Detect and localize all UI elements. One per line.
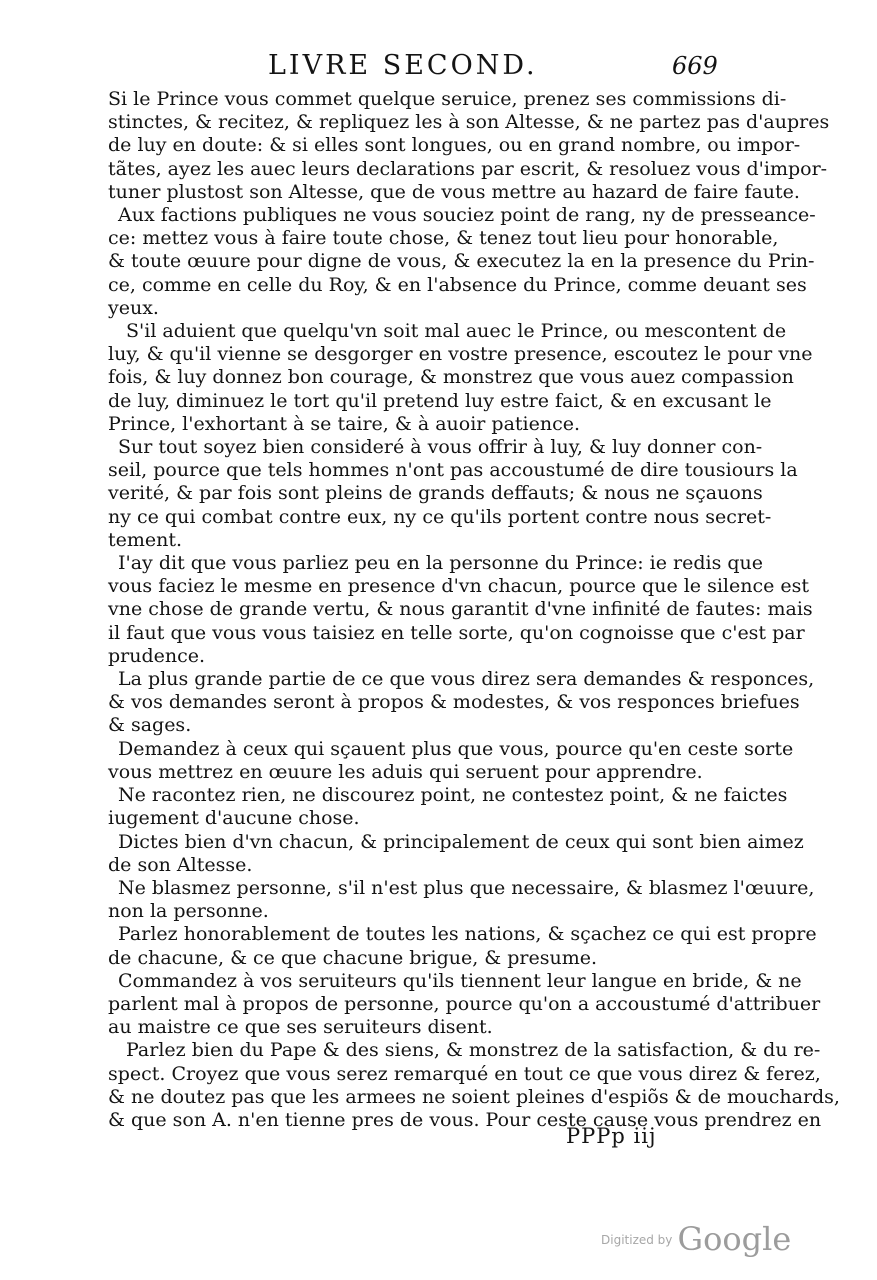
text-line: & ne doutez pas que les armees ne soient pleines d'espiõs & de mouchards,: [108, 1085, 840, 1108]
text-line: verité, & par fois sont pleins de grands deffauts; & nous ne sçauons: [108, 482, 763, 505]
body-text: [108, 88, 840, 1132]
google-logo: Google: [677, 1220, 792, 1258]
text-line: Ne racontez rien, ne discourez point, ne contestez point, & ne faictes: [118, 784, 788, 807]
text-line: I'ay dit que vous parliez peu en la personne du Prince: ie redis que: [118, 552, 764, 575]
text-line: Ne blasmez personne, s'il n'est plus que necessaire, & blasmez l'œuure,: [118, 876, 815, 899]
text-line: de luy, diminuez le tort qu'il pretend luy estre faict, & en excusant le: [108, 389, 772, 412]
text-line: Commandez à vos seruiteurs qu'ils tiennent leur langue en bride, & ne: [118, 969, 802, 992]
text-line: & que son A. n'en tienne pres de vous. Pour ceste cause vous prendrez en: [108, 1108, 822, 1131]
text-line: de son Altesse.: [108, 853, 253, 876]
text-line: & toute œuure pour digne de vous, & executez la en la presence du Prin-: [108, 250, 815, 273]
text-line: tuner plustost son Altesse, que de vous mettre au hazard de faire faute.: [108, 180, 800, 203]
text-line: ce: mettez vous à faire toute chose, & tenez tout lieu pour honorable,: [108, 227, 779, 250]
text-line: S'il aduient que quelqu'vn soit mal auec le Prince, ou mescontent de: [126, 320, 787, 343]
text-line: & sages.: [108, 714, 192, 737]
digitized-by-watermark: [601, 1220, 791, 1258]
text-line: de luy en doute: & si elles sont longues, ou en grand nombre, ou impor-: [108, 134, 801, 157]
text-line: vous faciez le mesme en presence d'vn chacun, pource que le silence est: [108, 575, 810, 598]
text-line: Si le Prince vous commet quelque seruice, prenez ses commissions di-: [108, 88, 787, 110]
text-line: spect. Croyez que vous serez remarqué en tout ce que vous direz & ferez,: [108, 1062, 821, 1085]
text-line: La plus grande partie de ce que vous direz sera demandes & responces,: [118, 668, 815, 691]
text-line: fois, & luy donnez bon courage, & monstrez que vous auez compassion: [108, 366, 794, 389]
text-line: Aux factions publiques ne vous souciez point de rang, ny de presseance-: [118, 204, 816, 227]
text-line: de chacune, & ce que chacune brigue, & presume.: [108, 946, 598, 969]
watermark-prefix: Digitized by: [601, 1233, 673, 1247]
text-line: seil, pource que tels hommes n'ont pas accoustumé de dire tousiours la: [108, 459, 798, 482]
text-line: non la personne.: [108, 900, 269, 923]
text-line: Sur tout soyez bien consideré à vous offrir à luy, & luy donner con-: [118, 436, 763, 459]
text-line: stinctes, & recitez, & repliquez les à son Altesse, & ne partez pas d'aupres: [108, 111, 830, 134]
text-line: Prince, l'exhortant à se taire, & à auoir patience.: [108, 412, 581, 435]
text-line: Dictes bien d'vn chacun, & principalement de ceux qui sont bien aimez: [118, 830, 804, 853]
text-line: parlent mal à propos de personne, pource qu'on a accoustumé d'attribuer: [108, 992, 821, 1015]
text-line: tãtes, ayez les auec leurs declarations par escrit, & resoluez vous d'impor-: [108, 157, 828, 180]
signature-mark: PPPp iij: [566, 1124, 657, 1148]
text-line: prudence.: [108, 644, 206, 667]
text-line: au maistre ce que ses seruiteurs disent.: [108, 1016, 493, 1039]
page-header: [0, 48, 877, 88]
text-line: il faut que vous vous taisiez en telle sorte, qu'on cognoisse que c'est par: [108, 621, 805, 644]
text-line: vne chose de grande vertu, & nous garantit d'vne infinité de fautes: mais: [108, 598, 813, 621]
text-line: ny ce qui combat contre eux, ny ce qu'ils portent contre nous secret-: [108, 505, 772, 528]
text-line: ce, comme en celle du Roy, & en l'absence du Prince, comme deuant ses: [108, 273, 807, 296]
text-line: Parlez honorablement de toutes les nations, & sçachez ce qui est propre: [118, 923, 817, 946]
text-line: luy, & qu'il vienne se desgorger en vostre presence, escoutez le pour vne: [108, 343, 813, 366]
text-line: tement.: [108, 528, 183, 551]
text-line: vous mettrez en œuure les aduis qui seruent pour apprendre.: [108, 760, 703, 783]
text-line: Demandez à ceux qui sçauent plus que vous, pource qu'en ceste sorte: [118, 737, 794, 760]
text-line: iugement d'aucune chose.: [108, 807, 360, 830]
text-line: Parlez bien du Pape & des siens, & monstrez de la satisfaction, & du re-: [126, 1039, 821, 1062]
running-title: LIVRE SECOND.: [268, 50, 538, 81]
text-line: yeux.: [108, 296, 159, 319]
text-line: & vos demandes seront à propos & modestes, & vos responces briefues: [108, 691, 800, 714]
page-number: 669: [672, 52, 718, 80]
